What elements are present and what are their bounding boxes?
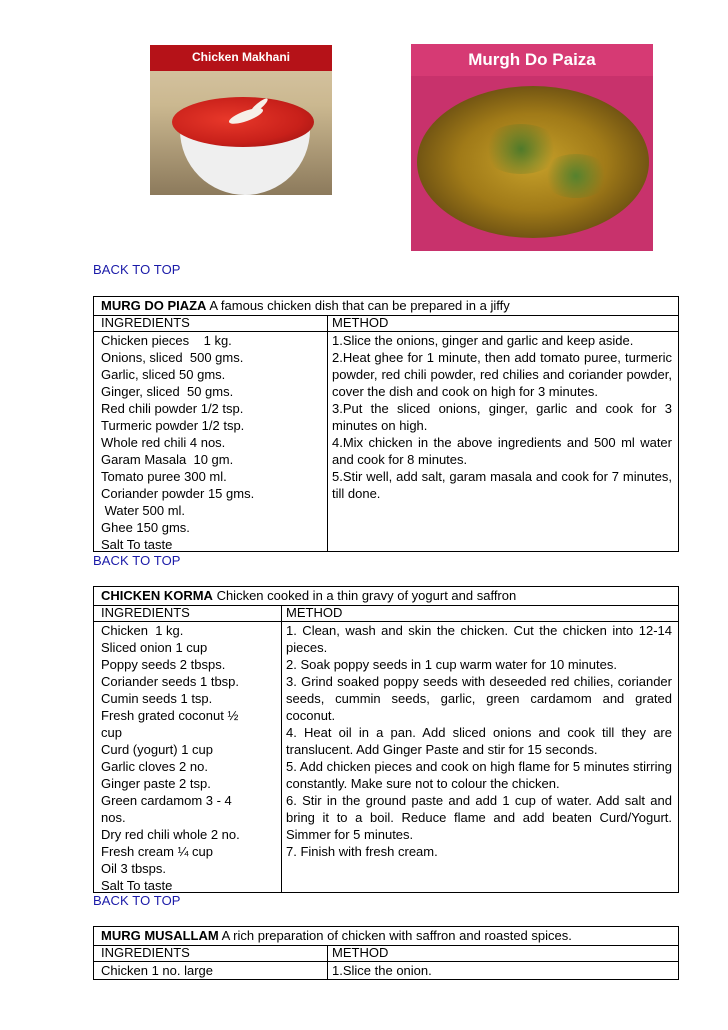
ingredient-item: Ghee 150 gms. [101,520,190,535]
method-step: 5.Stir well, add salt, garam masala and cook for 7 minutes, till done. [332,469,672,501]
ingredient-item: Fresh cream ¼ cup [101,844,213,859]
chicken-makhani-photo [150,45,332,195]
recipe-name: MURG MUSALLAM [101,928,219,943]
recipe-subtitle: A rich preparation of chicken with saffron and roasted spices. [218,928,572,943]
method-steps [332,962,672,979]
ingredient-item: Garam Masala 10 gm. [101,452,234,467]
ingredient-item: Ginger paste 2 tsp. [101,776,211,791]
ingredient-item: cup [101,725,122,740]
method-step: 2.Heat ghee for 1 minute, then add tomato puree, turmeric powder, red chili powder, red chilies and coriander powder, cover the dish and cook on high for 3 minutes. [332,350,672,399]
ingredient-item: Salt To taste [101,878,173,893]
method-step: 4. Heat oil in a pan. Add sliced onions and cook till they are translucent. Add Ginger Paste and stir for 15 seconds. [286,725,672,757]
back-to-top-link[interactable]: BACK TO TOP [93,553,181,568]
back-to-top-link[interactable]: BACK TO TOP [93,262,181,277]
ingredient-item: Whole red chili 4 nos. [101,435,226,450]
ingredient-item: Green cardamom 3 - 4 [101,793,232,808]
murgh-do-paiza-photo [411,44,653,251]
method-steps [332,332,672,502]
ingredients-list [101,332,323,553]
recipe-name: MURG DO PIAZA [101,298,207,313]
recipe-table-chicken-korma [93,586,679,893]
ingredients-list [101,622,277,894]
method-header: METHOD [281,605,678,622]
method-step: 6. Stir in the ground paste and add 1 cup of water. Add salt and bring it to a boil. Reduce flame and add beaten Curd/Yogurt. Simmer for 5 minutes. [286,793,672,842]
method-steps [286,622,672,860]
ingredient-item: Oil 3 tbsps. [101,861,167,876]
ingredient-item: Chicken pieces 1 kg. [101,333,232,348]
recipe-table-murg-musallam [93,926,679,980]
recipe-table-murg-do-piaza [93,296,679,552]
method-column [281,605,678,892]
ingredients-header: INGREDIENTS [94,945,327,962]
ingredient-item: Salt To taste [101,537,173,552]
method-column [327,315,678,551]
ingredient-item: Curd (yogurt) 1 cup [101,742,213,757]
ingredient-item: Coriander seeds 1 tbsp. [101,674,240,689]
method-step: 2. Soak poppy seeds in 1 cup warm water for 10 minutes. [286,657,617,672]
ingredients-header: INGREDIENTS [94,605,281,622]
method-step: 1.Slice the onions, ginger and garlic and keep aside. [332,333,634,348]
method-step: 4.Mix chicken in the above ingredients and 500 ml water and cook for 8 minutes. [332,435,672,467]
recipe-title-row [94,297,678,316]
method-header: METHOD [327,945,678,962]
ingredient-item: Onions, sliced 500 gms. [101,350,244,365]
ingredient-item: Fresh grated coconut ½ [101,708,239,723]
ingredients-header: INGREDIENTS [94,315,327,332]
method-step: 7. Finish with fresh cream. [286,844,438,859]
method-step: 3. Grind soaked poppy seeds with deseeded red chilies, coriander seeds, cummin seeds, garlic, green cardamom and grated coconut. [286,674,672,723]
method-header: METHOD [327,315,678,332]
method-step: 3.Put the sliced onions, ginger, garlic and cook for 3 minutes on high. [332,401,672,433]
ingredient-item: Chicken 1 no. large [101,963,214,978]
method-step: 1. Clean, wash and skin the chicken. Cut the chicken into 12-14 pieces. [286,623,672,655]
method-column [327,945,678,979]
chicken-makhani-photo-title: Chicken Makhani [191,50,291,64]
recipe-name: CHICKEN KORMA [101,588,213,603]
recipe-subtitle: Chicken cooked in a thin gravy of yogurt and saffron [212,588,517,603]
ingredient-item: Sliced onion 1 cup [101,640,208,655]
ingredient-item: nos. [101,810,126,825]
ingredient-item: Ginger, sliced 50 gms. [101,384,234,399]
ingredients-column [94,605,282,892]
ingredient-item: Water 500 ml. [101,503,186,518]
ingredient-item: Tomato puree 300 ml. [101,469,227,484]
ingredient-item: Turmeric powder 1/2 tsp. [101,418,245,433]
murgh-do-paiza-photo-title: Murgh Do Paiza [468,50,596,69]
ingredient-item: Garlic, sliced 50 gms. [101,367,226,382]
method-step: 1.Slice the onion. [332,963,432,978]
ingredients-column [94,315,328,551]
ingredients-list [101,962,323,979]
ingredient-item: Dry red chili whole 2 no. [101,827,240,842]
ingredient-item: Cumin seeds 1 tsp. [101,691,213,706]
ingredient-item: Coriander powder 15 gms. [101,486,255,501]
ingredient-item: Garlic cloves 2 no. [101,759,208,774]
recipe-title-row [94,927,678,946]
ingredients-column [94,945,328,979]
recipe-title-row [94,587,678,606]
back-to-top-link[interactable]: BACK TO TOP [93,893,181,908]
recipe-subtitle: A famous chicken dish that can be prepared in a jiffy [206,298,510,313]
ingredient-item: Poppy seeds 2 tbsps. [101,657,226,672]
ingredient-item: Red chili powder 1/2 tsp. [101,401,244,416]
method-step: 5. Add chicken pieces and cook on high flame for 5 minutes stirring constantly. Make sure not to colour the chicken. [286,759,672,791]
ingredient-item: Chicken 1 kg. [101,623,184,638]
